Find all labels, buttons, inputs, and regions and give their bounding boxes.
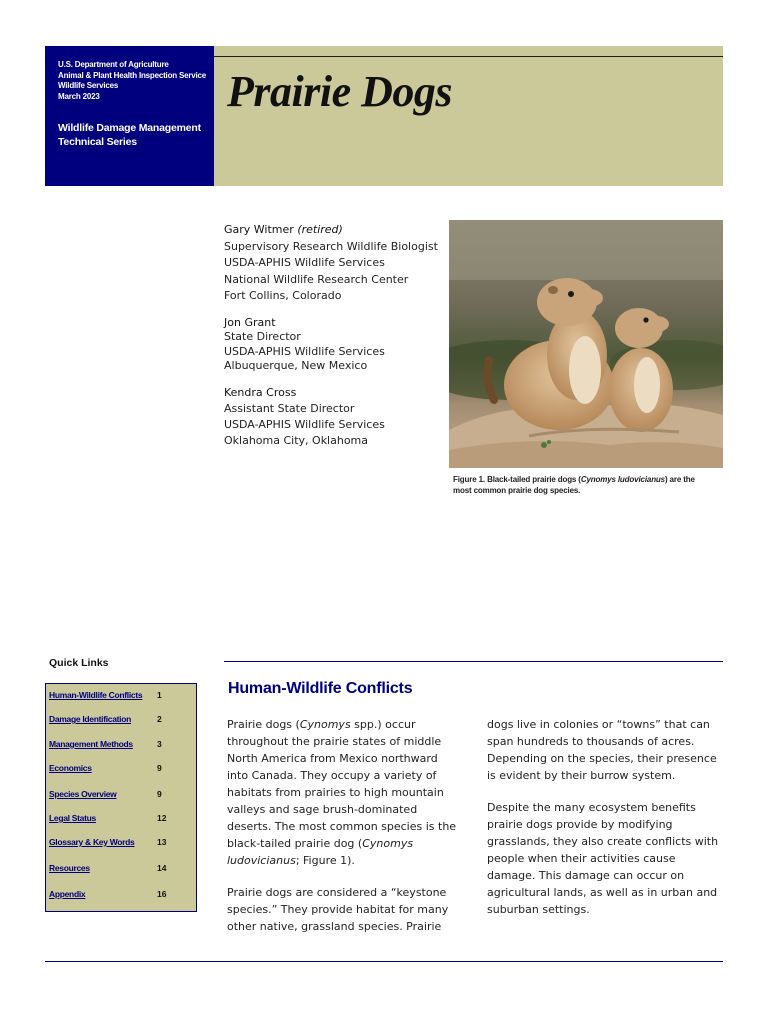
quick-link-row [49, 813, 193, 827]
quick-link-row [49, 690, 193, 704]
author-name: Kendra Cross [224, 385, 297, 399]
quick-link-page: 9 [157, 789, 162, 799]
prairie-dog-photo [449, 220, 723, 468]
author-title: Supervisory Research Wildlife Biologist [224, 239, 438, 253]
quick-link-management-methods[interactable]: Management Methods [49, 739, 133, 749]
quick-link-page: 13 [157, 837, 167, 847]
body-text: spp.) occur throughout the prairie states of middle North America from Mexico northward into Canada. They occupy a variety of habitats from prairies to high mountain valleys and sage brush-dominated deserts. The most common species is the black-tailed prairie dog ( [227, 718, 457, 850]
agency-info [58, 60, 206, 102]
section-divider [224, 661, 723, 662]
quick-link-appendix[interactable]: Appendix [49, 889, 86, 899]
body-text: Prairie dogs ( [227, 718, 300, 731]
footer-divider [45, 961, 723, 962]
header-agency-block [45, 46, 214, 186]
section-title: Human-Wildlife Conflicts [228, 680, 413, 697]
author-name-text: Gary Witmer [224, 223, 294, 236]
body-text: ; Figure 1). [295, 854, 355, 867]
quick-link-resources[interactable]: Resources [49, 863, 90, 873]
quick-link-row [49, 889, 193, 903]
author-title: State Director [224, 330, 301, 343]
author-block [224, 222, 444, 305]
quick-link-row [49, 837, 193, 851]
quick-link-page: 12 [157, 813, 167, 823]
caption-species: Cynomys ludovicianus [580, 475, 665, 484]
body-paragraph [227, 716, 459, 869]
body-column-left [227, 716, 459, 950]
quick-link-row [49, 863, 193, 877]
quick-links-heading: Quick Links [49, 657, 109, 669]
quick-link-page: 3 [157, 739, 162, 749]
quick-link-row [49, 714, 193, 728]
author-note: (retired) [297, 223, 343, 236]
author-name: Jon Grant [224, 315, 276, 329]
agency-line: U.S. Department of Agriculture [58, 60, 169, 69]
author-affiliation: USDA-APHIS Wildlife Services [224, 256, 385, 269]
author-block [224, 385, 444, 449]
author-location: Oklahoma City, Oklahoma [224, 433, 369, 447]
quick-link-row [49, 739, 193, 753]
quick-link-glossary[interactable]: Glossary & Key Words [49, 837, 135, 847]
body-paragraph: Despite the many ecosystem benefits prairie dogs provide by modifying grasslands, they also create conflicts with people when their activities cause damage. This damage can occur on agricultural lands, as well as in urban and suburban settings. [487, 801, 719, 916]
quick-link-economics[interactable]: Economics [49, 763, 92, 773]
header-title-block [214, 46, 723, 186]
author-list [224, 222, 444, 460]
quick-link-legal-status[interactable]: Legal Status [49, 813, 96, 823]
quick-link-page: 1 [157, 690, 162, 700]
author-affiliation: National Wildlife Research Center [224, 272, 409, 286]
author-location: Albuquerque, New Mexico [224, 359, 368, 372]
author-name [224, 222, 444, 239]
author-block [224, 316, 444, 374]
quick-link-page: 9 [157, 763, 162, 773]
quick-links-box [45, 683, 197, 912]
page-title: Prairie Dogs [227, 67, 452, 116]
series-line: Wildlife Damage Management [58, 122, 201, 134]
series-line: Technical Series [58, 136, 137, 148]
header-rule [214, 56, 723, 57]
publication-date: March 2023 [58, 91, 100, 101]
quick-link-row [49, 763, 193, 777]
quick-link-page: 14 [157, 863, 167, 873]
quick-link-row [49, 789, 193, 803]
agency-line: Wildlife Services [58, 81, 119, 90]
body-paragraph: dogs live in colonies or “towns” that can span hundreds to thousands of acres. Depending on the species, their presence is evident by their burrow system. [487, 718, 717, 782]
quick-link-human-wildlife-conflicts[interactable]: Human-Wildlife Conflicts [49, 690, 143, 700]
quick-link-damage-identification[interactable]: Damage Identification [49, 714, 132, 724]
author-affiliation: USDA-APHIS Wildlife Services [224, 417, 385, 431]
quick-link-page: 16 [157, 889, 167, 899]
caption-suffix: ) are the most common prairie dog species. [453, 475, 695, 495]
author-affiliation: USDA-APHIS Wildlife Services [224, 344, 385, 358]
author-location: Fort Collins, Colorado [224, 289, 342, 302]
author-title: Assistant State Director [224, 401, 355, 415]
figure-caption [453, 474, 715, 496]
body-paragraph: Prairie dogs are considered a “keystone species.” They provide habitat for many other native, grassland species. Prairie [227, 886, 449, 933]
quick-link-page: 2 [157, 714, 162, 724]
agency-line: Animal & Plant Health Inspection Service [58, 70, 207, 80]
genus-name: Cynomys [299, 718, 351, 731]
body-column-right [487, 716, 719, 933]
species-name: Cynomys ludovicianus [227, 837, 414, 867]
series-name [58, 121, 201, 149]
quick-link-species-overview[interactable]: Species Overview [49, 789, 117, 799]
caption-prefix: Figure 1. Black-tailed prairie dogs ( [453, 475, 581, 484]
